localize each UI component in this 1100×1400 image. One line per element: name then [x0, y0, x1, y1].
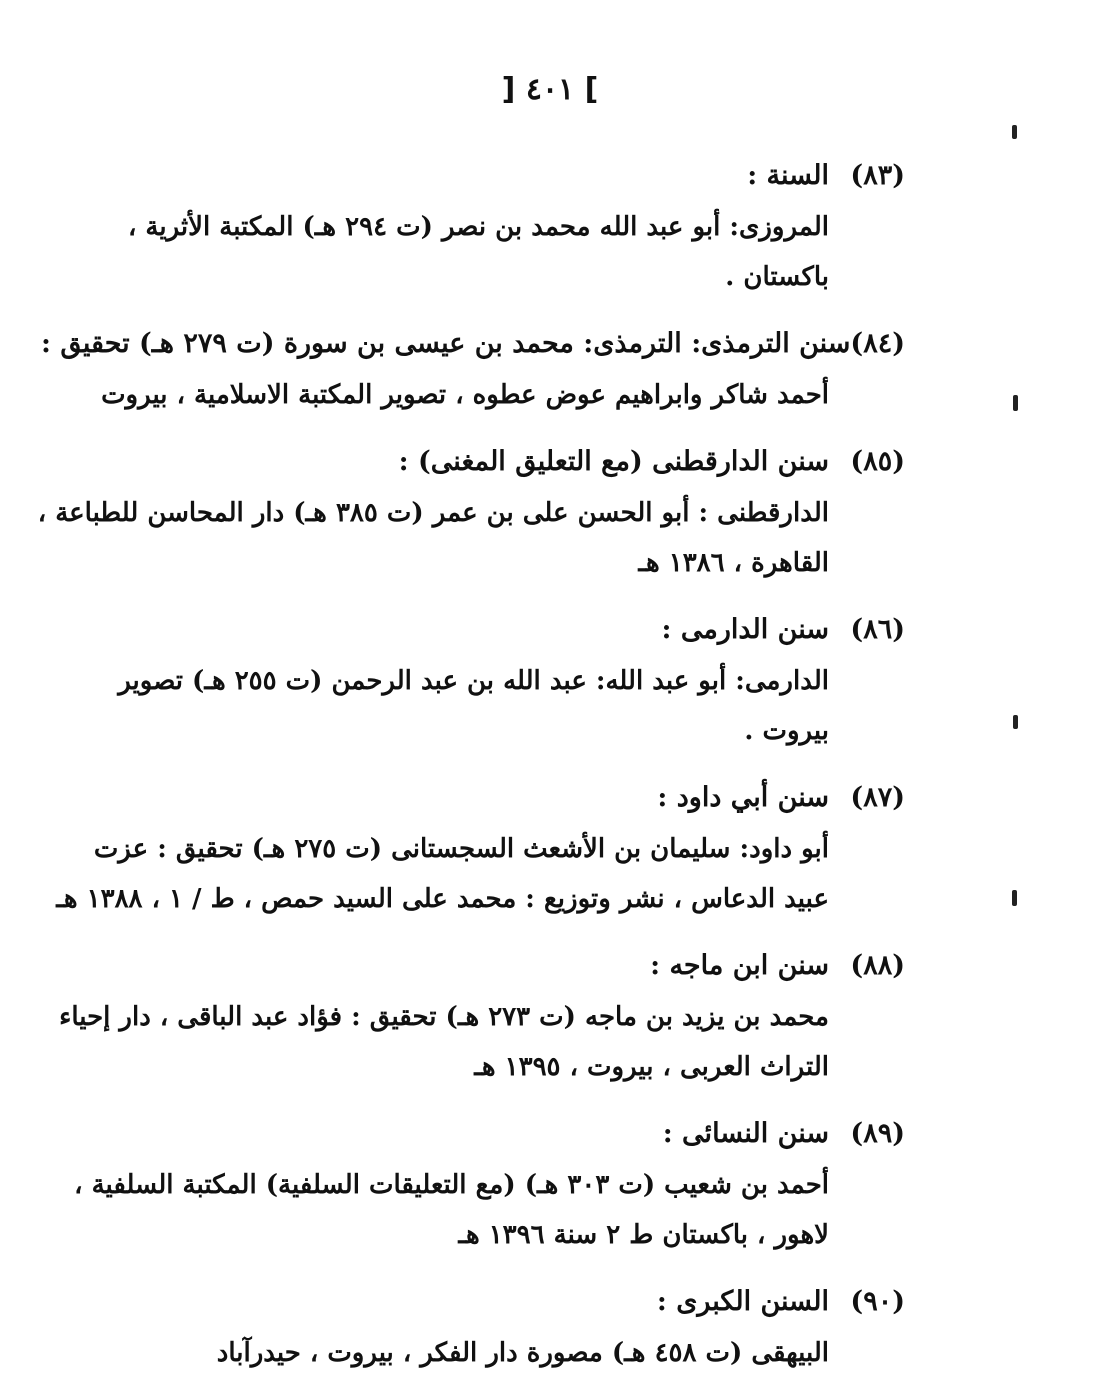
scan-artifact [1012, 125, 1017, 139]
bibliography-entry [59, 940, 905, 1092]
entry-details [101, 370, 829, 420]
bibliography-entry [56, 772, 905, 924]
bibliography-list [37, 150, 905, 1394]
entry-line: أحمد شاكر وابراهيم عوض عطوه ، تصوير المكتبة الاسلامية ، بيروت [101, 380, 829, 410]
bibliography-entry [74, 1108, 905, 1260]
entry-number: (٨٧) [850, 782, 905, 813]
entry-heading [185, 940, 905, 992]
entry-heading [185, 1108, 905, 1160]
entry-title: سنن أبي داود : [657, 782, 829, 813]
entry-details [56, 824, 829, 924]
bibliography-entry [185, 1276, 905, 1378]
entry-line: البيهقى (ت ٤٥٨ هـ) مصورة دار الفكر ، بيروت ، حيدرآباد [216, 1338, 829, 1368]
entry-title: سنن النسائى : [662, 1118, 829, 1149]
entry-number: (٨٥) [850, 446, 905, 477]
entry-title: سنن الدارمى : [661, 614, 829, 645]
entry-line: المروزى: أبو عبد الله محمد بن نصر (ت ٢٩٤ هـ) المكتبة الأثرية ، [127, 212, 829, 242]
scan-artifact [1013, 715, 1018, 729]
entry-number: (٨٣) [850, 160, 905, 191]
bibliography-entry [118, 604, 905, 756]
scan-artifact [1012, 890, 1017, 906]
entry-number: (٨٦) [850, 614, 905, 645]
entry-line: الدارقطنى : أبو الحسن على بن عمر (ت ٣٨٥ هـ) دار المحاسن للطباعة ، [37, 498, 829, 528]
entry-line: عبيد الدعاس ، نشر وتوزيع : محمد على السيد حمص ، ط / ١ ، ١٣٨٨ هـ [56, 884, 829, 914]
entry-line: محمد بن يزيد بن ماجه (ت ٢٧٣ هـ) تحقيق : فؤاد عبد الباقى ، دار إحياء [59, 1002, 829, 1032]
entry-heading [185, 604, 905, 656]
entry-line: باكستان . [725, 262, 829, 292]
entry-line: أبو داود: سليمان بن الأشعث السجستانى (ت ٢٧٥ هـ) تحقيق : عزت [93, 834, 829, 864]
bibliography-entry [127, 150, 905, 302]
page-number [0, 72, 1100, 107]
entry-details [185, 1328, 829, 1378]
entry-line: الدارمى: أبو عبد الله: عبد الله بن عبد الرحمن (ت ٢٥٥ هـ) تصوير [118, 666, 829, 696]
entry-details [37, 488, 829, 588]
entry-heading [185, 150, 905, 202]
page-number-value: ٤٠١ [525, 72, 575, 107]
bibliography-entry [41, 318, 905, 420]
entry-details [59, 992, 829, 1092]
entry-line: بيروت . [744, 716, 829, 746]
entry-line: القاهرة ، ١٣٨٦ هـ [638, 548, 829, 578]
entry-line: لاهور ، باكستان ط ٢ سنة ١٣٩٦ هـ [458, 1220, 829, 1250]
entry-title: السنن الكبرى : [656, 1286, 829, 1317]
entry-number: (٨٩) [850, 1118, 905, 1149]
entry-number: (٩٠) [850, 1286, 905, 1317]
entry-heading [185, 772, 905, 824]
entry-details [127, 202, 829, 302]
entry-number: (٨٨) [850, 950, 905, 981]
bibliography-entry [37, 436, 905, 588]
entry-title: سنن ابن ماجه : [650, 950, 829, 981]
entry-heading [41, 318, 905, 370]
entry-line: التراث العربى ، بيروت ، ١٣٩٥ هـ [474, 1052, 829, 1082]
entry-details [74, 1160, 829, 1260]
page-number-bracket-open: ] [584, 72, 599, 107]
entry-heading [185, 436, 905, 488]
entry-title: سنن الترمذى: الترمذى: محمد بن عيسى بن سورة (ت ٢٧٩ هـ) تحقيق : [41, 328, 851, 359]
entry-line: أحمد بن شعيب (ت ٣٠٣ هـ) (مع التعليقات السلفية) المكتبة السلفية ، [74, 1170, 829, 1200]
entry-title: سنن الدارقطنى (مع التعليق المغنى) : [398, 446, 829, 477]
page-number-bracket-close: [ [501, 72, 516, 107]
entry-title: السنة : [747, 160, 829, 191]
entry-details [118, 656, 829, 756]
scan-artifact [1013, 395, 1018, 411]
entry-heading [185, 1276, 905, 1328]
entry-number: (٨٤) [850, 328, 905, 359]
